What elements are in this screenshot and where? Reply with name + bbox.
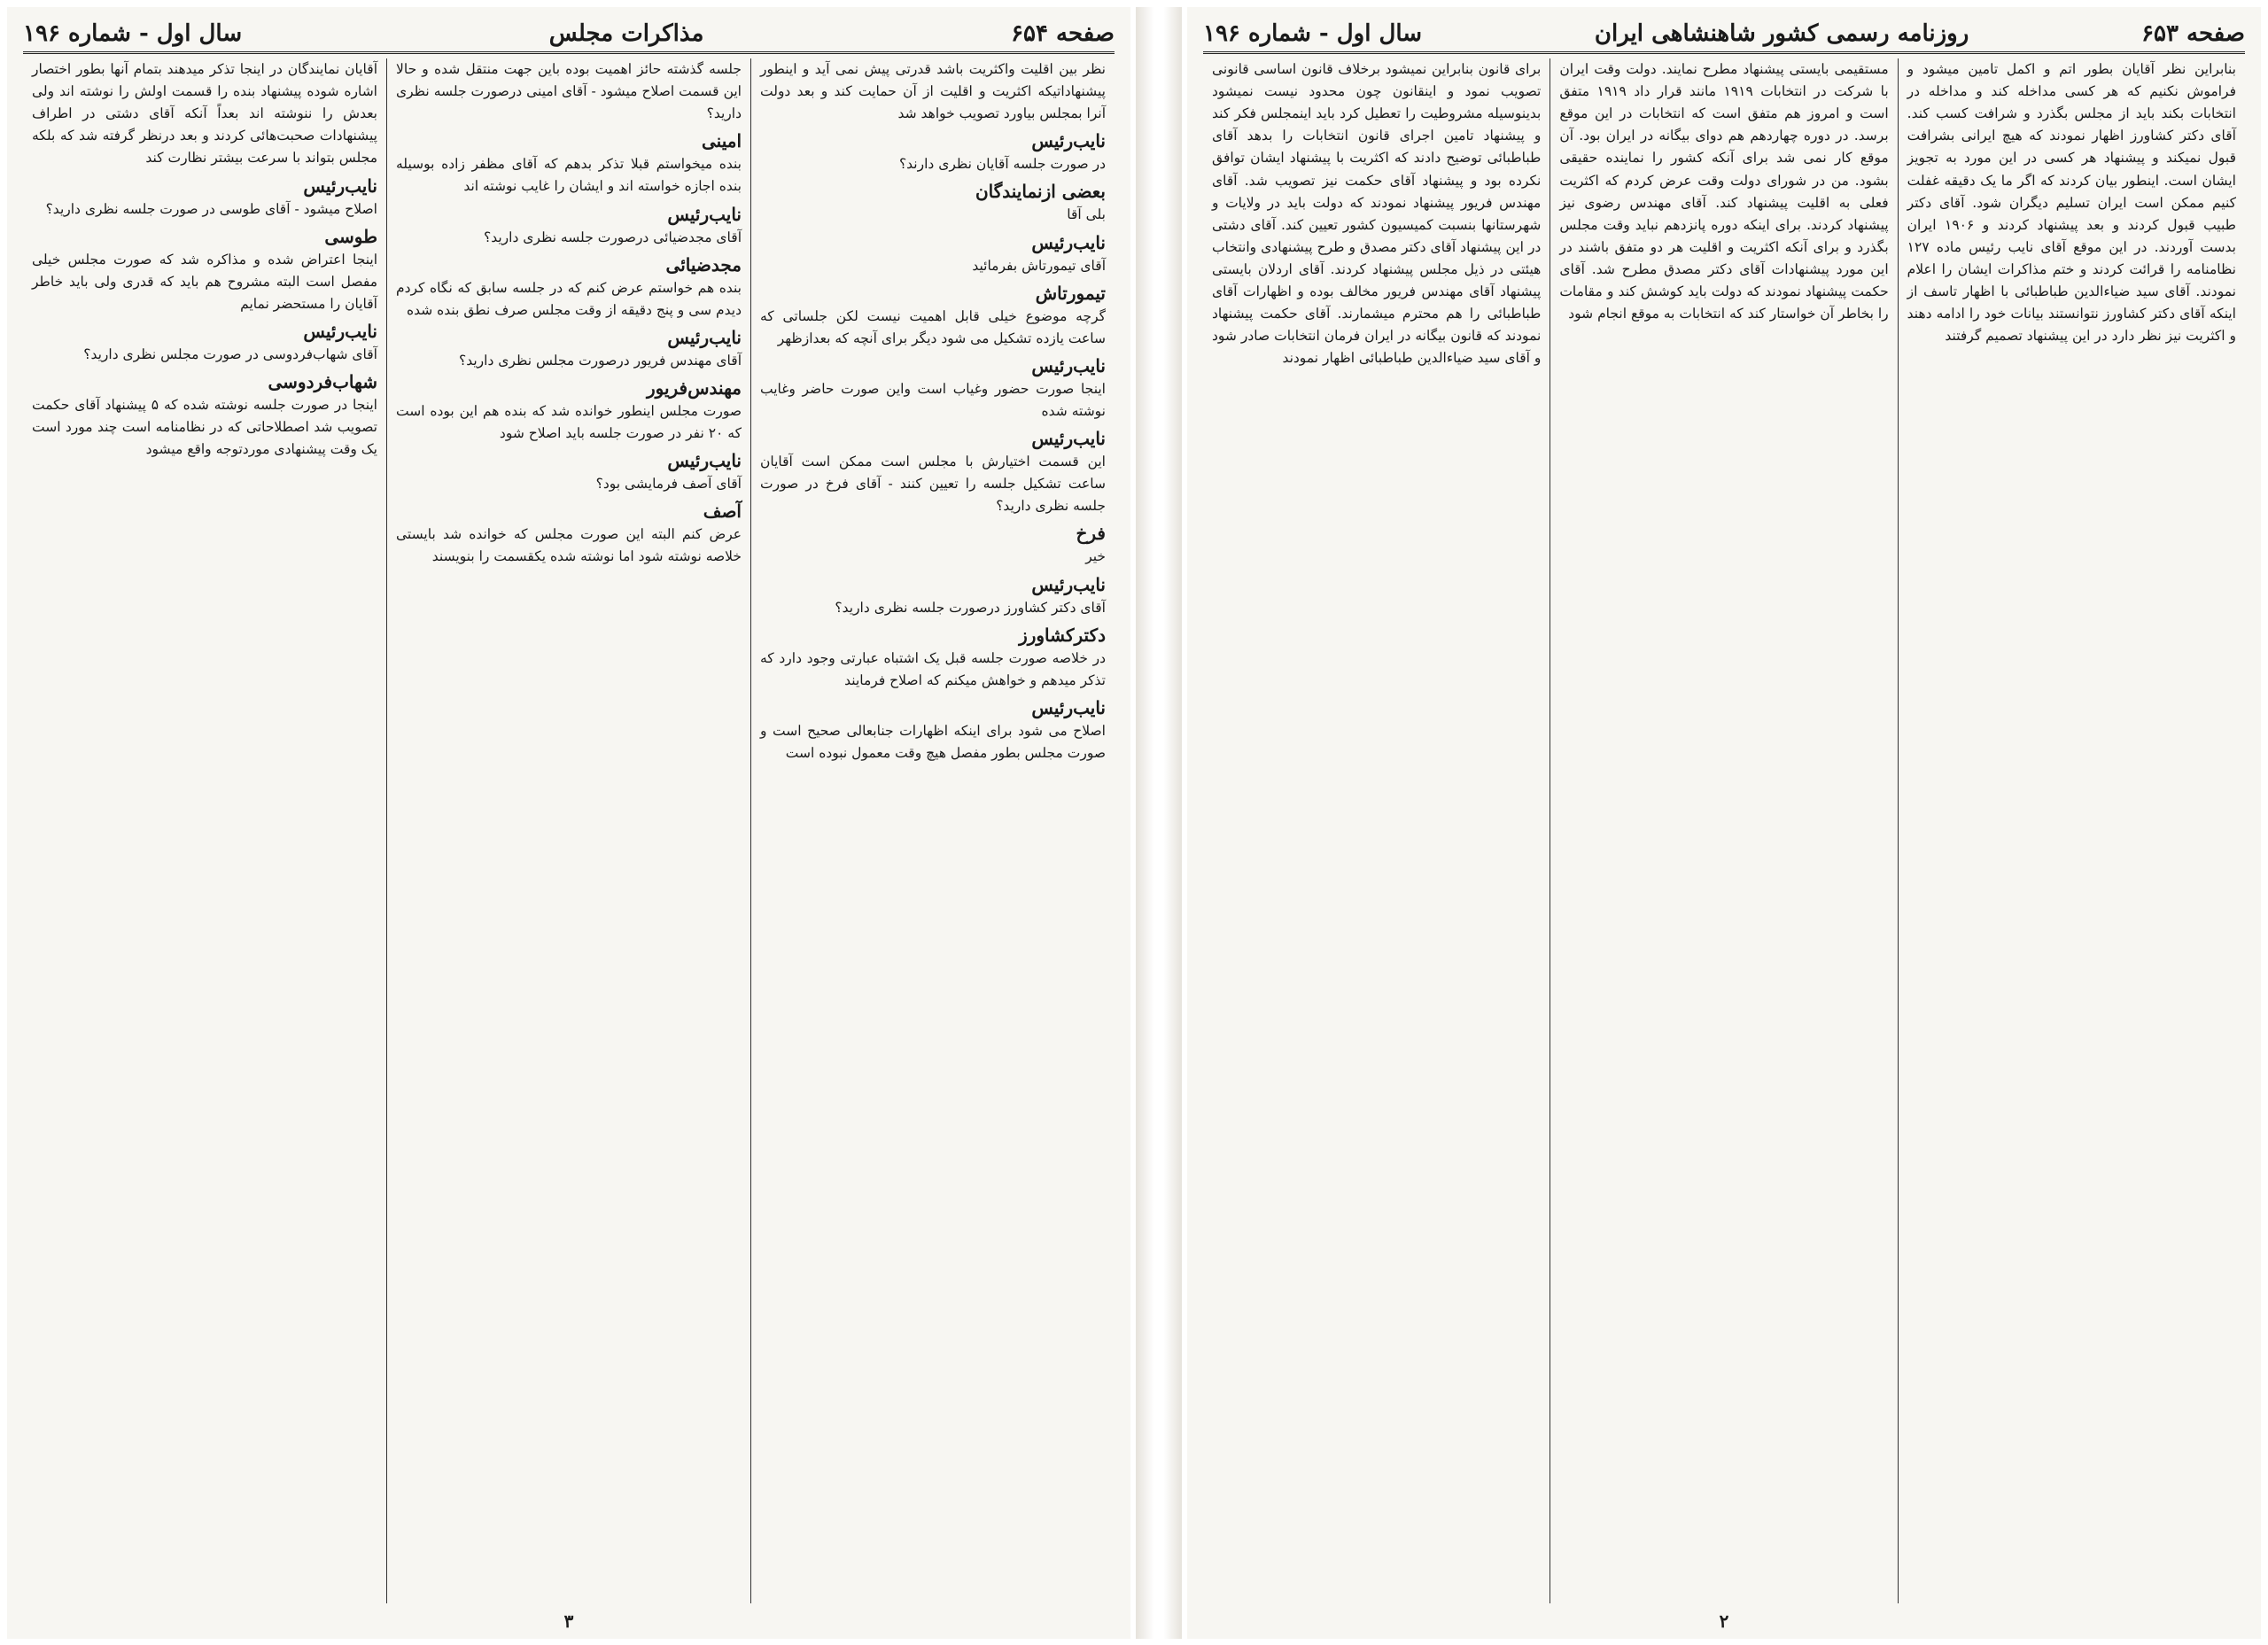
right-page-title: روزنامه رسمی کشور شاهنشاهی ایران bbox=[1594, 20, 1969, 47]
speaker-text: اینجا صورت حضور وغیاب است واین صورت حاضر وغایب نوشته شده bbox=[760, 380, 1106, 419]
left-page-header bbox=[23, 16, 1115, 54]
right-page bbox=[1187, 7, 2261, 1639]
speaker-text: آقای مهندس فریور درصورت مجلس نظری دارید؟ bbox=[459, 352, 742, 369]
speaker-text: اصلاح می شود برای اینکه اظهارات جنابعالی صحیح است و صورت مجلس بطور مفصل هیچ وقت معمول نبوده است bbox=[760, 722, 1106, 761]
left-col-1-intro: نظر بین اقلیت واکثریت باشد قدرتی پیش نمی آید و اینطور پیشنهاداتیکه اکثریت و اقلیت از آن حمایت کند و بعد دولت آنرا بمجلس بیاورد تصویب خواهد شد bbox=[760, 61, 1106, 122]
speaker-name: نایب‌رئیس bbox=[667, 450, 742, 472]
right-col-2 bbox=[1550, 58, 1897, 1603]
left-col-3 bbox=[23, 58, 386, 1603]
speaker-name: نایب‌رئیس bbox=[303, 320, 377, 342]
right-page-footer: ۲ bbox=[1719, 1610, 1729, 1632]
speaker-text: خیر bbox=[1085, 548, 1106, 565]
speaker-text: آقای شهاب‌فردوسی در صورت مجلس نظری دارید؟ bbox=[83, 345, 377, 362]
left-page-columns bbox=[23, 58, 1115, 1603]
left-page-number: صفحه ۶۵۴ bbox=[1011, 20, 1115, 47]
left-col-2-intro: جلسه گذشته حائز اهمیت بوده باین جهت منتقل شده و حالا این قسمت اصلاح میشود - آقای امینی درصورت جلسه نظری دارید؟ bbox=[396, 61, 742, 122]
speaker-name: نایب‌رئیس bbox=[667, 203, 742, 225]
right-col-3 bbox=[1203, 58, 1550, 1603]
speaker-text: در خلاصه صورت جلسه قبل یک اشتباه عبارتی وجود دارد که تذکر میدهم و خواهش میکنم که اصلاح فرمایند bbox=[760, 649, 1106, 688]
book-gutter bbox=[1136, 7, 1182, 1639]
speaker-name: تیمورتاش bbox=[1035, 282, 1106, 304]
speaker-text: بنده میخواستم قبلا تذکر بدهم که آقای مظفر زاده بوسیله بنده اجازه خواسته اند و ایشان را غایب نوشته اند bbox=[396, 156, 742, 195]
speaker-name: مجدضیائی bbox=[665, 253, 742, 275]
right-page-columns bbox=[1203, 58, 2245, 1603]
right-col-1-text: بنابراین نظر آقایان بطور اتم و اکمل تامین میشود و فراموش نکنیم که هر کسی مداخله کند و مداخله در انتخابات بکند باید از مجلس بگذرد و شرافت کسب کند. آقای دکتر کشاورز اظهار نمودند که هیچ ایرانی بشرافت قبول نمیکند و پیشنهاد هر کسی در این مورد به تجویز ایشان است. اینطور بیان کردند که اگر ما یک دقیقه غفلت کنیم ممکن است ایران تسلیم دیگران شود. آقای دکتر طبیب قبول کردند و بعد پیشنهاد کردند و ۱۹۰۶ ایران بدست آوردند. در این موقع آقای نایب رئیس ماده ۱۲۷ نظامنامه را قرائت کردند و ختم مذاکرات ایشان را اعلام نمودند. آقای سید ضیاءالدین طباطبائی با اظهار تاسف از اینکه آقای دکتر کشاورز نتوانستند بیانات خود را ادامه دهند و اکثریت نیز نظر دارد در این پیشنهاد تصمیم گرفتند bbox=[1907, 61, 2236, 345]
left-col-1 bbox=[750, 58, 1115, 1603]
speaker-text: اصلاح میشود - آقای طوسی در صورت جلسه نظری دارید؟ bbox=[45, 200, 377, 217]
speaker-text: صورت مجلس اینطور خوانده شد که بنده هم این بوده است که ۲۰ نفر در صورت جلسه باید اصلاح شود bbox=[396, 402, 742, 442]
right-page-number: صفحه ۶۵۳ bbox=[2141, 20, 2245, 47]
speaker-name: نایب‌رئیس bbox=[1031, 130, 1106, 152]
speaker-text: آقای آصف فرمایشی بود؟ bbox=[595, 476, 742, 493]
speaker-name: فرخ bbox=[1076, 523, 1106, 545]
speaker-text: اینجا در صورت جلسه نوشته شده که ۵ پیشنهاد آقای حکمت تصویب شد اصطلاحاتی که در نظامنامه است چند مورد است یک وقت پیشنهادی موردتوجه واقع میشود bbox=[32, 397, 377, 458]
speaker-name: امینی bbox=[701, 130, 742, 152]
speaker-name: نایب‌رئیس bbox=[1031, 573, 1106, 595]
left-col-2 bbox=[386, 58, 750, 1603]
left-col-3-intro: آقایان نمایندگان در اینجا تذکر میدهند بتمام آنها بطور اختصار اشاره شوده پیشنهاد بنده را قسمت اولش را نوشته اند ولی بعدش را ننوشته اند بعداً آنکه آقای دشتی در اطراف پیشنهادات صحبت‌هائی کردند و بعد درنظر گرفته شد که بلکه مجلس بتواند با سرعت بیشتر نظارت کند bbox=[32, 61, 377, 167]
right-col-1 bbox=[1898, 58, 2245, 1603]
speaker-text: اینجا اعتراض شده و مذاکره شد که صورت مجلس خیلی مفصل است البته مشروح هم باید که قدری ولی باید خاطر آقایان را مستحضر نمایم bbox=[32, 251, 377, 312]
right-page-issue: سال اول - شماره ۱۹۶ bbox=[1203, 20, 1423, 47]
speaker-text: در صورت جلسه آقایان نظری دارند؟ bbox=[898, 156, 1106, 173]
speaker-text: بلی آقا bbox=[1067, 206, 1106, 223]
speaker-text: آقای مجدضیائی درصورت جلسه نظری دارید؟ bbox=[483, 229, 742, 245]
speaker-name: نایب‌رئیس bbox=[1031, 696, 1106, 718]
speaker-name: نایب‌رئیس bbox=[1031, 231, 1106, 253]
speaker-text: گرچه موضوع خیلی قابل اهمیت نیست لکن جلساتی که ساعت یازده تشکیل می شود دیگر برای آنچه که بعدازظهر bbox=[760, 307, 1106, 346]
speaker-name: طوسی bbox=[324, 225, 377, 247]
speaker-text: آقای دکتر کشاورز درصورت جلسه نظری دارید؟ bbox=[835, 599, 1106, 616]
speaker-text: آقای تیمورتاش بفرمائید bbox=[972, 257, 1106, 274]
speaker-name: بعضی ازنمایندگان bbox=[975, 181, 1106, 203]
speaker-text: این قسمت اختیارش با مجلس است ممکن است آقایان ساعت تشکیل جلسه را تعیین کنند - آقای فرخ در صورت جلسه نظری دارید؟ bbox=[760, 454, 1106, 515]
speaker-text: عرض کنم البته این صورت مجلس که خوانده شد بایستی خلاصه نوشته شود اما نوشته شده یکقسمت را بنویسند bbox=[396, 526, 742, 565]
left-page bbox=[7, 7, 1130, 1639]
speaker-name: مهندس‌فریور bbox=[646, 376, 742, 399]
speaker-text: بنده هم خواستم عرض کنم که در جلسه سابق که نگاه کردم دیدم سی و پنج دقیقه از وقت مجلس صرف نطق بنده شده bbox=[396, 279, 742, 318]
speaker-name: نایب‌رئیس bbox=[303, 175, 377, 197]
right-page-header bbox=[1203, 16, 2245, 54]
speaker-name: نایب‌رئیس bbox=[1031, 428, 1106, 450]
speaker-name: نایب‌رئیس bbox=[1031, 354, 1106, 376]
speaker-name: نایب‌رئیس bbox=[667, 326, 742, 348]
left-page-footer: ۳ bbox=[563, 1610, 574, 1632]
speaker-name: شهاب‌فردوسی bbox=[268, 371, 377, 393]
left-page-issue: سال اول - شماره ۱۹۶ bbox=[23, 20, 243, 47]
right-col-2-text: مستقیمی بایستی پیشنهاد مطرح نمایند. دولت وقت ایران با شرکت در انتخابات ۱۹۱۹ مانند قرار داد ۱۹۱۹ متفق است و امروز هم متفق است که انتخابات در این موقع برسد. در دوره چهاردهم هم دوای بیگانه در ایران بود. آن موقع کار نمی شد برای آنکه کشور را نماینده حقیقی بشود. من در شورای دولت وقت عرض کردم که اکثریت فعلی به اقلیت پیشنهاد کند. آقای مهندس رضوی نیز پیشنهاد کردند. برای اینکه دوره پانزدهم نباید وقت مجلس بگذرد و برای آنکه اکثریت و اقلیت هر دو متفق باشند در این مورد پیشنهادات آقای دکتر مصدق مطرح شد. آقای حکمت پیشنهاد نمودند که دولت باید کوشش کند و مقامات را بخاطر آن خواستار کند که انتخابات به موقع انجام شود bbox=[1559, 61, 1889, 322]
speaker-name: دکترکشاورز bbox=[1019, 624, 1106, 646]
left-page-title: مذاکرات مجلس bbox=[548, 20, 704, 47]
speaker-name: آصف bbox=[703, 500, 742, 523]
right-col-3-text: برای قانون بنابراین نمیشود برخلاف قانون اساسی قانونی تصویب نمود و اینقانون چون محدود نیست نمیشود بدینوسیله مشروطیت را تعطیل کرد باید اینمجلس فکر کند و پیشنهاد تامین اجرای قانون انتخابات را بدهد آقای طباطبائی توضیح دادند که اکثریت با پیشنهاد ایشان توافق نکرده بود و پیشنهاد آقای حکمت نیز تصویب شد. آقای مهندس فریور پیشنهاد نمودند که دولت باید در ولایات و شهرستانها بنسبت کمیسیون کشور تعیین کند. آقای دشتی در این پیشنهاد آقای دکتر مصدق و طرح پیشنهادی وانتخاب هیئتی در ذیل مجلس پیشنهاد کردند. آقای اردلان بایستی پیشنهاد آقای مهندس فریور مخالف بوده و اظهارات آقای طباطبائی را هم محترم میشمارند. آقای حکمت پیشنهاد نمودند که قانون بیگانه در ایران فرمان انتخابات صادر شود و آقای سید ضیاءالدین طباطبائی اظهار نمودند bbox=[1212, 61, 1542, 367]
